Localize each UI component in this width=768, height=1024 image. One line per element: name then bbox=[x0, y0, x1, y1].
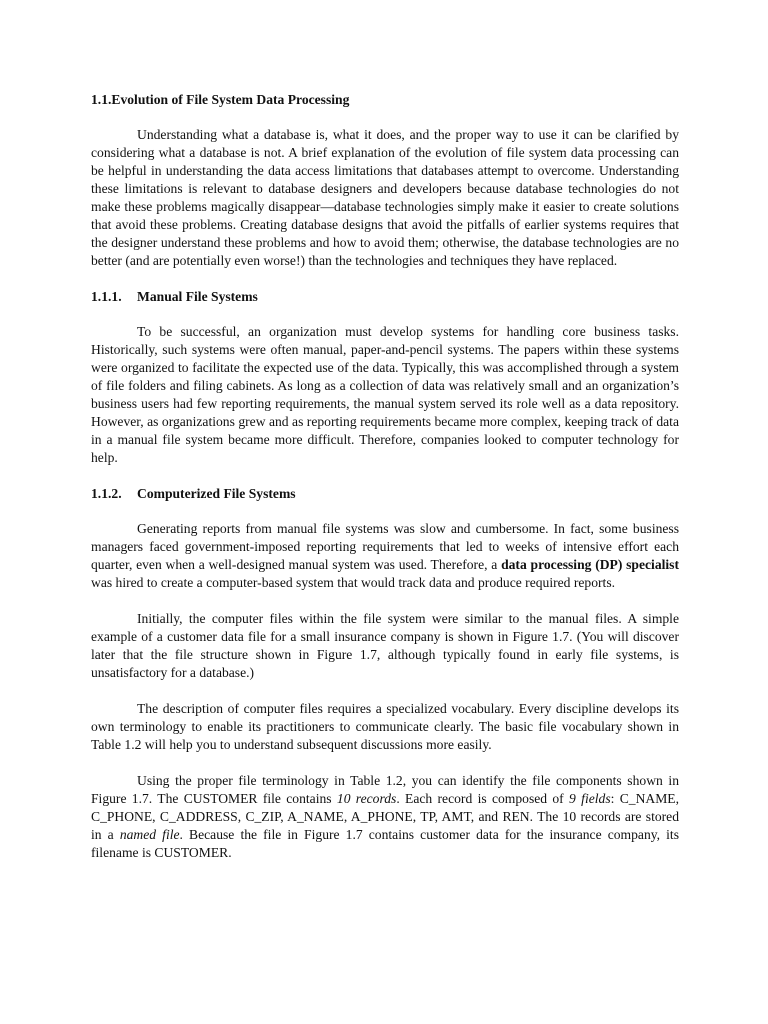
term-dp-specialist: data processing (DP) specialist bbox=[501, 557, 679, 572]
paragraph-initially: Initially, the computer files within the file system were similar to the manual files. A simple example of a customer data file for a small insurance company is shown in Figure 1.7. (You will discover later that the file structure shown in Figure 1.7, although typically found in early file systems, is unsatisfactory for a database.) bbox=[91, 611, 679, 680]
term-named-file: named file bbox=[119, 827, 180, 842]
term-9-fields: 9 fields bbox=[569, 791, 611, 806]
section-title: Computerized File Systems bbox=[137, 486, 296, 501]
paragraph-generating-reports: Generating reports from manual file systems was slow and cumbersome. In fact, some business managers faced government-imposed reporting requirements that led to weeks of intensive effort each quarter, even when a well-designed manual system was used. Therefore, a data processing (DP) specialist was hired to create a computer-based system that would track data and produce required reports. bbox=[91, 521, 679, 590]
section-number: 1.1.2. bbox=[91, 486, 122, 501]
paragraph-description: The description of computer files requires a specialized vocabulary. Every discipline develops its own terminology to enable its practitioners to communicate clearly. The basic file vocabulary shown in Table 1.2 will help you to understand subsequent discussions more easily. bbox=[91, 701, 679, 752]
section-heading-evolution: 1.1.Evolution of File System Data Processing bbox=[91, 92, 350, 107]
section-number: 1.1.1. bbox=[91, 289, 122, 304]
section-heading-computerized-file-systems bbox=[91, 485, 679, 503]
paragraph-manual-file-systems: To be successful, an organization must develop systems for handling core business tasks. Historically, such systems were often manual, paper-and-pencil systems. The papers within these systems were organized to facilitate the expected use of the data. Typically, this was accomplished through a system of file folders and filing cabinets. As long as a collection of data was relatively small and an organization’s business users had few reporting requirements, the manual system served its role well as a data repository. However, as organizations grew and as reporting requirements became more complex, keeping track of data in a manual file system became more difficult. Therefore, companies looked to computer technology for help. bbox=[91, 324, 679, 465]
paragraph-evolution: Understanding what a database is, what it does, and the proper way to use it can be clarified by considering what a database is not. A brief explanation of the evolution of file system data processing can be helpful in understanding the data access limitations that databases attempt to overcome. Understanding these limitations is relevant to database designers and developers because database technologies do not make these problems magically disappear—database technologies simply make it easier to create solutions that avoid these problems. Creating database designs that avoid the pitfalls of earlier systems requires that the designer understand these problems and how to avoid them; otherwise, the database technologies are no better (and are potentially even worse!) than the technologies and techniques they have replaced. bbox=[91, 127, 679, 268]
document-page bbox=[91, 91, 679, 862]
term-10-records: 10 records bbox=[336, 791, 397, 806]
section-heading-manual-file-systems bbox=[91, 288, 679, 306]
paragraph-terminology: Using the proper file terminology in Table 1.2, you can identify the file components shown in Figure 1.7. The CUSTOMER file contains 10 records. Each record is composed of 9 fields: C_NAME, C_PHONE, C_ADDRESS, C_ZIP, A_NAME, A_PHONE, TP, AMT, and REN. The 10 records are stored in a named file. Because the file in Figure 1.7 contains customer data for the insurance company, its filename is CUSTOMER. bbox=[91, 773, 680, 860]
section-title: Manual File Systems bbox=[137, 289, 258, 304]
